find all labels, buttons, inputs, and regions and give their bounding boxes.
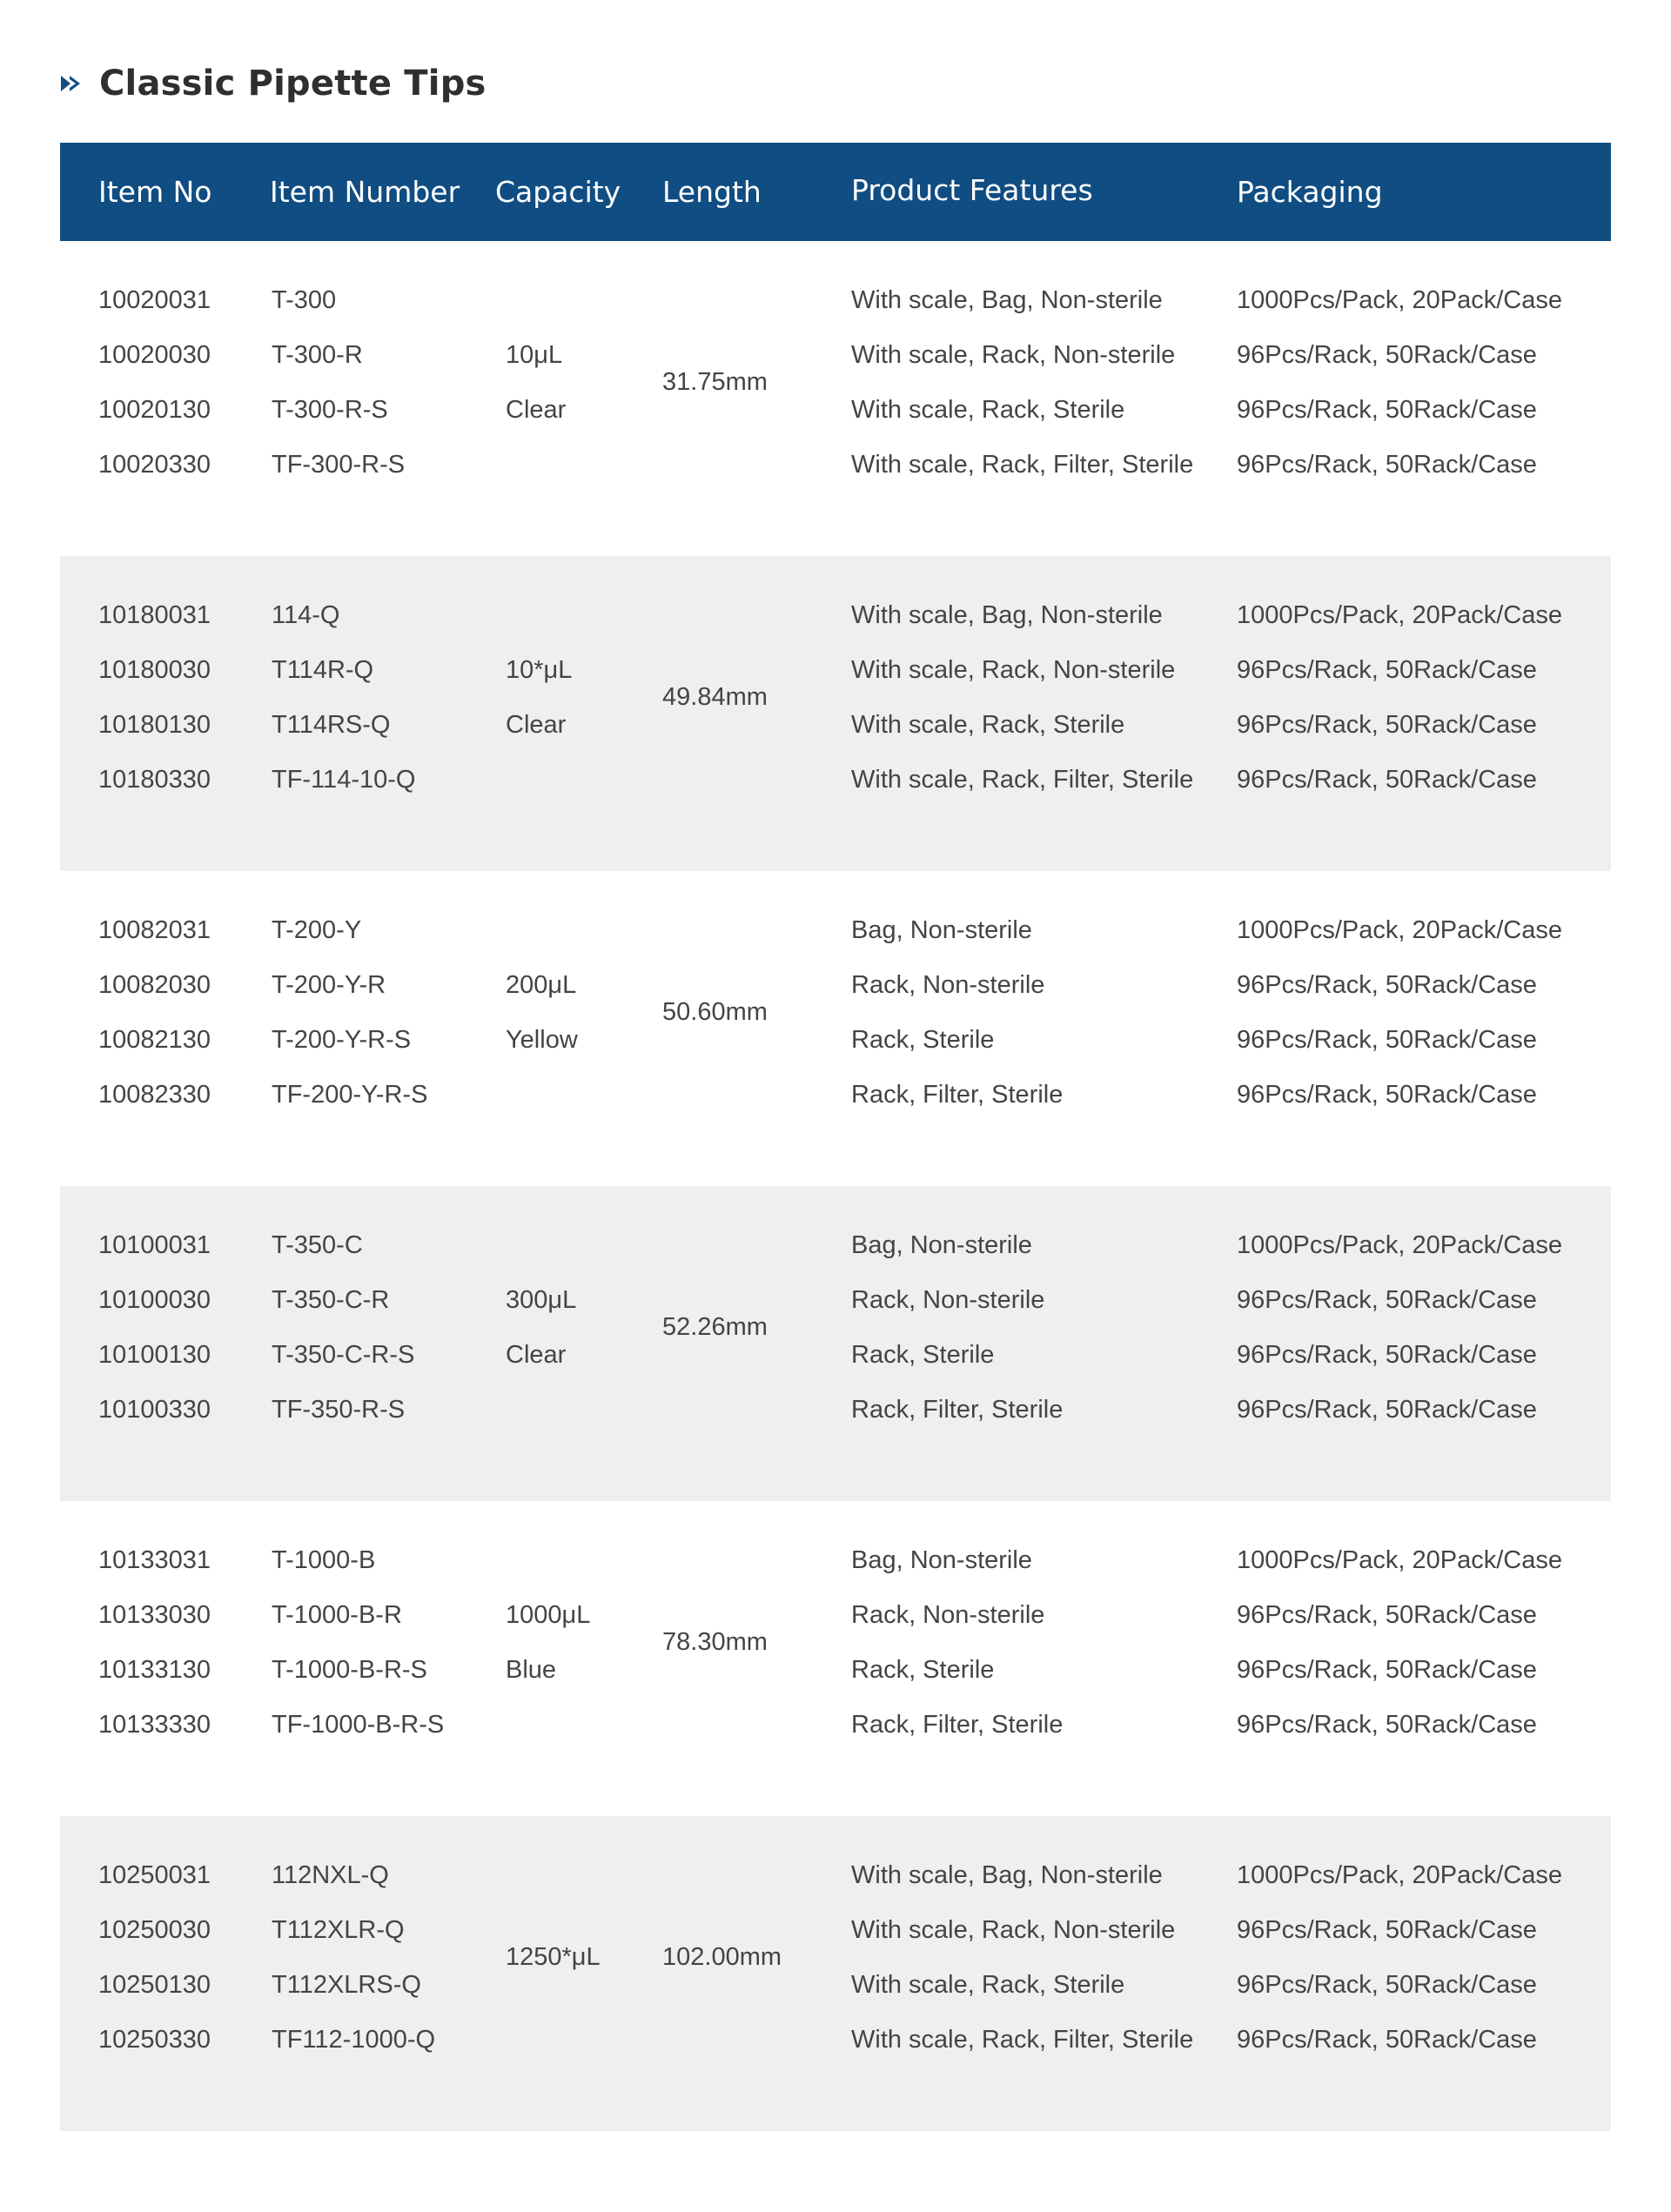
item-number-cell: T-350-C-R <box>272 1286 390 1314</box>
features-cell: With scale, Bag, Non-sterile <box>851 1861 1163 1889</box>
packaging-cell: 96Pcs/Rack, 50Rack/Case <box>1237 341 1537 369</box>
packaging-cell: 96Pcs/Rack, 50Rack/Case <box>1237 396 1537 424</box>
item-no-cell: 10082031 <box>98 916 211 944</box>
item-number-cell: T112XLRS-Q <box>272 1971 421 1999</box>
item-no-cell: 10180130 <box>98 711 211 739</box>
double-chevron-right-icon <box>59 74 82 93</box>
packaging-cell: 96Pcs/Rack, 50Rack/Case <box>1237 1971 1537 1999</box>
features-cell: Rack, Sterile <box>851 1656 995 1684</box>
item-number-cell: TF112-1000-Q <box>272 2026 436 2054</box>
packaging-cell: 96Pcs/Rack, 50Rack/Case <box>1237 1026 1537 1054</box>
features-cell: Rack, Non-sterile <box>851 1286 1045 1314</box>
packaging-cell: 1000Pcs/Pack, 20Pack/Case <box>1237 1231 1562 1259</box>
item-number-cell: T-1000-B-R <box>272 1601 402 1629</box>
packaging-cell: 96Pcs/Rack, 50Rack/Case <box>1237 971 1537 999</box>
features-cell: With scale, Bag, Non-sterile <box>851 601 1163 629</box>
packaging-cell: 1000Pcs/Pack, 20Pack/Case <box>1237 1861 1562 1889</box>
packaging-cell: 96Pcs/Rack, 50Rack/Case <box>1237 1601 1537 1629</box>
header-packaging: Packaging <box>1237 175 1383 209</box>
features-cell: With scale, Rack, Filter, Sterile <box>851 766 1194 794</box>
capacity-cell: 200μL <box>506 971 577 999</box>
features-cell: Rack, Filter, Sterile <box>851 1396 1064 1424</box>
item-no-cell: 10250330 <box>98 2026 211 2054</box>
item-no-cell: 10133031 <box>98 1546 211 1574</box>
item-number-cell: T-200-Y-R <box>272 971 386 999</box>
features-cell: With scale, Bag, Non-sterile <box>851 286 1163 314</box>
packaging-cell: 1000Pcs/Pack, 20Pack/Case <box>1237 601 1562 629</box>
item-no-cell: 10180030 <box>98 656 211 684</box>
header-product-features: Product Features <box>851 173 1093 207</box>
features-cell: Rack, Non-sterile <box>851 1601 1045 1629</box>
product-group <box>60 1816 1611 2131</box>
packaging-cell: 96Pcs/Rack, 50Rack/Case <box>1237 1396 1537 1424</box>
features-cell: Bag, Non-sterile <box>851 916 1032 944</box>
item-number-cell: T-200-Y <box>272 916 362 944</box>
packaging-cell: 96Pcs/Rack, 50Rack/Case <box>1237 1341 1537 1369</box>
item-no-cell: 10020130 <box>98 396 211 424</box>
item-no-cell: 10020330 <box>98 451 211 479</box>
item-no-cell: 10133330 <box>98 1711 211 1739</box>
page-title-block <box>59 61 487 106</box>
item-no-cell: 10100330 <box>98 1396 211 1424</box>
product-group <box>60 241 1611 556</box>
packaging-cell: 96Pcs/Rack, 50Rack/Case <box>1237 1286 1537 1314</box>
header-capacity: Capacity <box>495 175 621 209</box>
item-number-cell: 114-Q <box>272 601 340 629</box>
item-number-cell: T114RS-Q <box>272 711 391 739</box>
tip-color-cell: Clear <box>506 1341 567 1369</box>
packaging-cell: 1000Pcs/Pack, 20Pack/Case <box>1237 916 1562 944</box>
packaging-cell: 96Pcs/Rack, 50Rack/Case <box>1237 711 1537 739</box>
tip-color-cell: Clear <box>506 711 567 739</box>
length-cell: 52.26mm <box>662 1313 768 1341</box>
capacity-cell: 1250*μL <box>506 1943 601 1971</box>
product-group <box>60 1501 1611 1816</box>
table-header <box>60 143 1611 241</box>
item-number-cell: TF-1000-B-R-S <box>272 1711 445 1739</box>
item-number-cell: TF-114-10-Q <box>272 766 416 794</box>
capacity-cell: 300μL <box>506 1286 577 1314</box>
item-no-cell: 10082130 <box>98 1026 211 1054</box>
item-no-cell: 10133030 <box>98 1601 211 1629</box>
capacity-cell: 10μL <box>506 341 563 369</box>
item-number-cell: TF-200-Y-R-S <box>272 1081 428 1109</box>
item-no-cell: 10250130 <box>98 1971 211 1999</box>
item-number-cell: T-200-Y-R-S <box>272 1026 412 1054</box>
item-number-cell: T-300-R <box>272 341 363 369</box>
item-number-cell: T-300 <box>272 286 337 314</box>
features-cell: With scale, Rack, Filter, Sterile <box>851 451 1194 479</box>
features-cell: With scale, Rack, Sterile <box>851 711 1125 739</box>
item-no-cell: 10250030 <box>98 1916 211 1944</box>
page-title: Classic Pipette Tips <box>99 64 487 104</box>
packaging-cell: 96Pcs/Rack, 50Rack/Case <box>1237 766 1537 794</box>
item-no-cell: 10100130 <box>98 1341 211 1369</box>
product-group <box>60 1186 1611 1501</box>
item-number-cell: 112NXL-Q <box>272 1861 389 1889</box>
table-body <box>60 241 1611 2131</box>
product-group <box>60 871 1611 1186</box>
features-cell: Rack, Sterile <box>851 1341 995 1369</box>
product-group <box>60 556 1611 871</box>
item-number-cell: T-1000-B-R-S <box>272 1656 427 1684</box>
item-number-cell: T-300-R-S <box>272 396 388 424</box>
item-no-cell: 10250031 <box>98 1861 211 1889</box>
header-length: Length <box>662 175 762 209</box>
features-cell: Rack, Sterile <box>851 1026 995 1054</box>
packaging-cell: 96Pcs/Rack, 50Rack/Case <box>1237 451 1537 479</box>
item-number-cell: TF-300-R-S <box>272 451 406 479</box>
tip-color-cell: Clear <box>506 396 567 424</box>
item-no-cell: 10100031 <box>98 1231 211 1259</box>
packaging-cell: 96Pcs/Rack, 50Rack/Case <box>1237 1711 1537 1739</box>
capacity-cell: 10*μL <box>506 656 573 684</box>
item-number-cell: T-1000-B <box>272 1546 376 1574</box>
item-no-cell: 10020030 <box>98 341 211 369</box>
packaging-cell: 1000Pcs/Pack, 20Pack/Case <box>1237 286 1562 314</box>
features-cell: Rack, Filter, Sterile <box>851 1711 1064 1739</box>
item-no-cell: 10180330 <box>98 766 211 794</box>
features-cell: With scale, Rack, Non-sterile <box>851 341 1176 369</box>
features-cell: With scale, Rack, Non-sterile <box>851 656 1176 684</box>
tip-color-cell: Yellow <box>506 1026 578 1054</box>
item-number-cell: T114R-Q <box>272 656 374 684</box>
features-cell: Bag, Non-sterile <box>851 1231 1032 1259</box>
features-cell: Bag, Non-sterile <box>851 1546 1032 1574</box>
capacity-cell: 1000μL <box>506 1601 591 1629</box>
packaging-cell: 96Pcs/Rack, 50Rack/Case <box>1237 1916 1537 1944</box>
length-cell: 49.84mm <box>662 683 768 711</box>
features-cell: With scale, Rack, Non-sterile <box>851 1916 1176 1944</box>
item-no-cell: 10180031 <box>98 601 211 629</box>
item-number-cell: T112XLR-Q <box>272 1916 405 1944</box>
header-item-no: Item No <box>98 175 212 209</box>
tip-color-cell: Blue <box>506 1656 557 1684</box>
header-item-number: Item Number <box>270 175 460 209</box>
features-cell: Rack, Non-sterile <box>851 971 1045 999</box>
length-cell: 78.30mm <box>662 1628 768 1656</box>
features-cell: With scale, Rack, Sterile <box>851 396 1125 424</box>
length-cell: 50.60mm <box>662 998 768 1026</box>
packaging-cell: 1000Pcs/Pack, 20Pack/Case <box>1237 1546 1562 1574</box>
item-no-cell: 10100030 <box>98 1286 211 1314</box>
product-table <box>60 143 1611 2131</box>
item-no-cell: 10020031 <box>98 286 211 314</box>
item-no-cell: 10133130 <box>98 1656 211 1684</box>
features-cell: With scale, Rack, Filter, Sterile <box>851 2026 1194 2054</box>
length-cell: 102.00mm <box>662 1943 782 1971</box>
item-no-cell: 10082030 <box>98 971 211 999</box>
length-cell: 31.75mm <box>662 368 768 396</box>
packaging-cell: 96Pcs/Rack, 50Rack/Case <box>1237 1656 1537 1684</box>
packaging-cell: 96Pcs/Rack, 50Rack/Case <box>1237 2026 1537 2054</box>
item-number-cell: TF-350-R-S <box>272 1396 406 1424</box>
features-cell: Rack, Filter, Sterile <box>851 1081 1064 1109</box>
features-cell: With scale, Rack, Sterile <box>851 1971 1125 1999</box>
packaging-cell: 96Pcs/Rack, 50Rack/Case <box>1237 656 1537 684</box>
item-no-cell: 10082330 <box>98 1081 211 1109</box>
item-number-cell: T-350-C-R-S <box>272 1341 415 1369</box>
packaging-cell: 96Pcs/Rack, 50Rack/Case <box>1237 1081 1537 1109</box>
item-number-cell: T-350-C <box>272 1231 363 1259</box>
